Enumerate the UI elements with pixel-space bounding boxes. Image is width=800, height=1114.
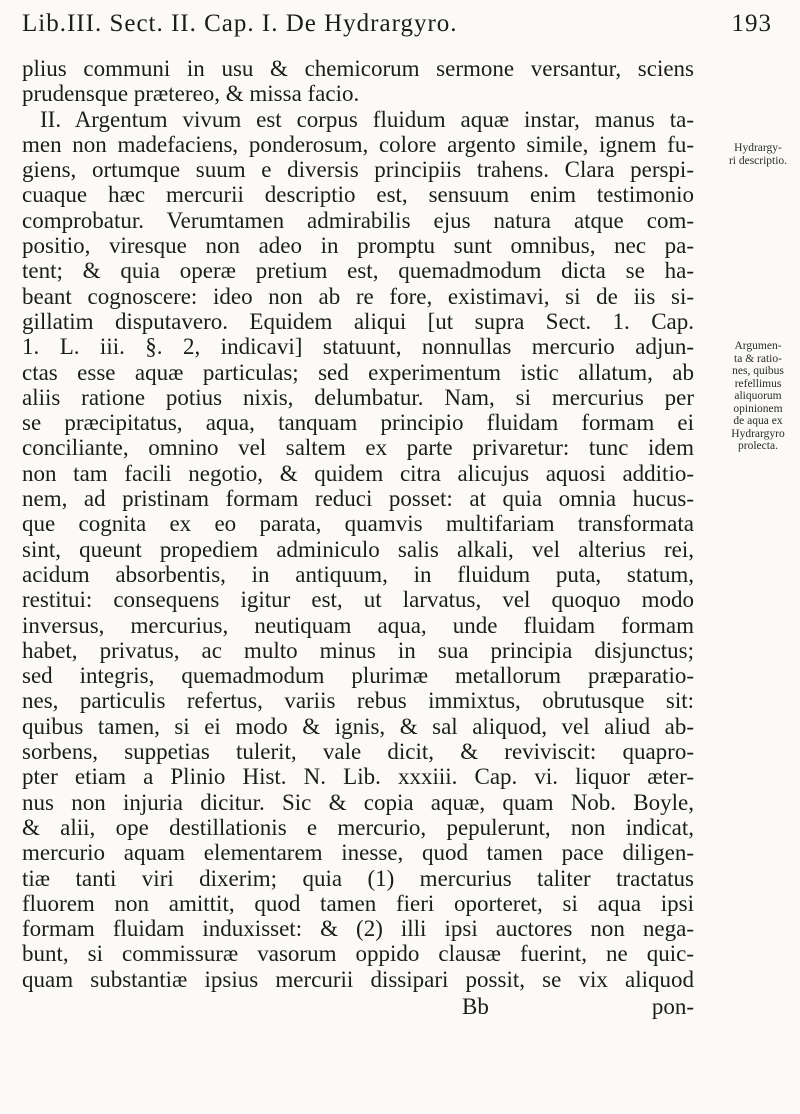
text-line: beant cognoscere: ideo non ab re fore, existimavi, si de iis si- bbox=[22, 283, 694, 309]
text-line: nes, particulis refertus, variis rebus immixtus, obrutusque sit: bbox=[22, 688, 694, 714]
catchword: pon- bbox=[651, 994, 694, 1019]
marginal-note-line: prolecta. bbox=[738, 440, 778, 452]
text-line: inversus, mercurius, neutiquam aqua, unde fluidam formam bbox=[22, 612, 694, 638]
signature-mark: Bb bbox=[462, 994, 489, 1019]
text-line: nem, ad pristinam formam reduci posset: at quia omnia hucus- bbox=[22, 486, 694, 512]
text-line: giens, ortumque suum e diversis principiis trahens. Clara perspi- bbox=[22, 157, 694, 183]
text-line: quibus tamen, si ei modo & ignis, & sal aliquod, vel aliud ab- bbox=[22, 713, 694, 739]
running-title: Lib.III. Sect. II. Cap. I. De Hydrargyro. bbox=[22, 10, 458, 37]
text-line: aliis ratione potius nixis, delumbatur. Nam, si mercurius per bbox=[22, 384, 694, 410]
text-line: formam fluidam induxisset: & (2) illi ipsi auctores non nega- bbox=[22, 916, 694, 942]
marginal-note-line: aliquorum bbox=[734, 390, 782, 402]
text-line: nus non injuria dicitur. Sic & copia aquæ, quam Nob. Boyle, bbox=[22, 789, 694, 815]
text-line: que cognita ex eo parata, quamvis multifariam transformata bbox=[22, 511, 694, 537]
text-line: & alii, ope destillationis e mercurio, pepulerunt, non indicat, bbox=[22, 814, 694, 840]
text-line: tiæ tanti viri dixerim; quia (1) mercurius taliter tractatus bbox=[22, 865, 694, 891]
page-number: 193 bbox=[731, 10, 772, 37]
marginal-note-line: de aqua ex bbox=[733, 415, 783, 427]
text-line: positio, viresque non adeo in promptu sunt omnibus, nec pa- bbox=[22, 233, 694, 259]
marginal-note-line: Argumen- bbox=[734, 340, 782, 352]
text-line: prudensque prætereo, & missa facio. bbox=[22, 81, 360, 107]
marginal-note-line: ta & ratio- bbox=[734, 352, 782, 365]
text-line: sed integris, quemadmodum plurimæ metallorum præparatio- bbox=[22, 663, 694, 689]
text-line: mercurio aquam elementarem inesse, quod tamen pace diligen- bbox=[22, 840, 694, 866]
text-line: habet, privatus, ac multo minus in sua principia disjunctus; bbox=[22, 637, 694, 663]
marginal-note-line: nes, quibus bbox=[732, 365, 784, 377]
text-line: gillatim disputavero. Equidem aliqui [ut supra Sect. 1. Cap. bbox=[22, 308, 694, 334]
text-line: quam substantiæ ipsius mercurii dissipari possit, se vix aliquod bbox=[22, 966, 694, 992]
text-line: acidum absorbentis, in antiquum, in fluidum puta, statum, bbox=[22, 561, 694, 587]
text-line: conciliante, omnino vel saltem ex parte privaretur: tunc idem bbox=[22, 435, 694, 461]
marginal-note-line: ri descriptio. bbox=[728, 154, 788, 167]
main-text-block bbox=[22, 56, 694, 1019]
marginal-note-arguments bbox=[720, 340, 796, 453]
marginal-note-line: Hydrargy- bbox=[734, 142, 782, 154]
marginal-note-description bbox=[720, 142, 796, 167]
footer-line bbox=[22, 994, 694, 1020]
text-line: men non madefaciens, ponderosum, colore argento simile, ignem fu- bbox=[22, 131, 694, 157]
text-line: se præcipitatus, aqua, tanquam principio fluidam formam ei bbox=[22, 410, 694, 436]
text-line: fluorem non amittit, quod tamen fieri oporteret, si aqua ipsi bbox=[22, 890, 694, 916]
text-line: pter etiam a Plinio Hist. N. Lib. xxxiii. Cap. vi. liquor æter- bbox=[22, 764, 694, 790]
text-line: cuaque hæc mercurii descriptio est, sensuum enim testimonio bbox=[22, 182, 694, 208]
text-line: non tam facili negotio, & quidem citra alicujus aquosi additio- bbox=[22, 460, 694, 486]
marginal-note-line: opinionem bbox=[733, 402, 783, 415]
text-line: restitui: consequens igitur est, ut larvatus, vel quoquo modo bbox=[22, 587, 694, 613]
text-line: bunt, si commissuræ vasorum oppido clausæ fuerint, ne quic- bbox=[22, 941, 694, 967]
text-line: comprobatur. Verumtamen admirabilis ejus natura atque com- bbox=[22, 207, 694, 233]
text-line: 1. L. iii. §. 2, indicavi] statuunt, nonnullas mercurio adjun- bbox=[22, 334, 694, 360]
text-line: sint, queunt propediem adminiculo salis alkali, vel alterius rei, bbox=[22, 536, 694, 562]
marginal-note-line: Hydrargyro bbox=[731, 427, 785, 440]
text-line: II. Argentum vivum est corpus fluidum aquæ instar, manus ta- bbox=[40, 106, 694, 132]
text-line: ctas esse aquæ particulas; sed experimentum istic allatum, ab bbox=[22, 359, 694, 385]
running-header bbox=[22, 10, 782, 40]
marginal-note-line: refellimus bbox=[734, 377, 782, 390]
text-line: plius communi in usu & chemicorum sermone versantur, sciens bbox=[22, 56, 694, 81]
text-line: tent; & quia operæ pretium est, quemadmodum dicta se ha- bbox=[22, 258, 694, 284]
text-line: sorbens, suppetias tulerit, vale dicit, & reviviscit: quapro- bbox=[22, 739, 694, 765]
